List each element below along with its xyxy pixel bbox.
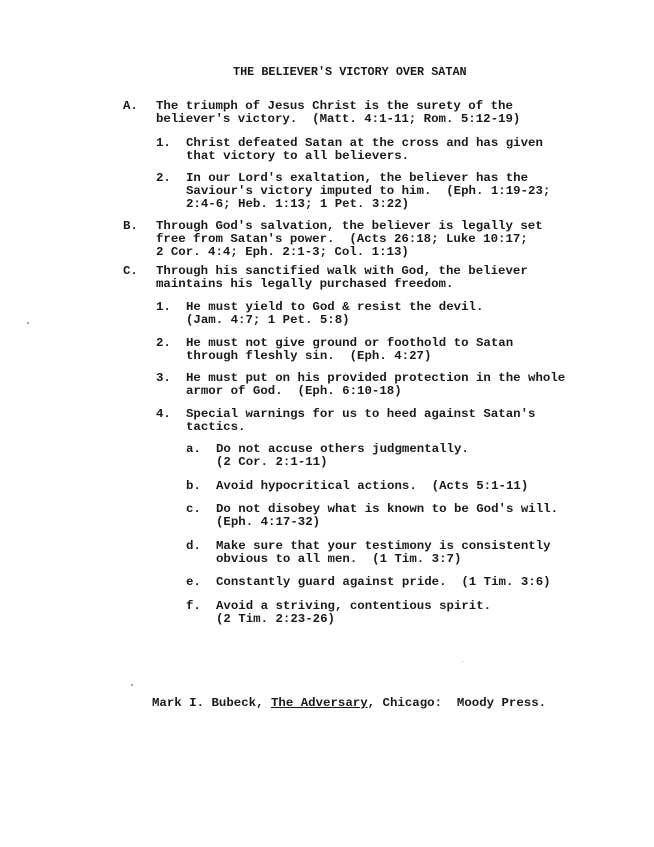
subitem-d-marker: d.	[186, 539, 201, 553]
citation-publisher: , Chicago: Moody Press.	[367, 696, 547, 710]
section-c-item-3-text: He must put on his provided protection in the whole armor of God. (Eph. 6:10-18)	[186, 371, 566, 398]
section-a-marker: A.	[123, 99, 138, 113]
subitem-f-text: Avoid a striving, contentious spirit. (2 Tim. 2:23-26)	[216, 599, 492, 626]
citation-author: Mark I. Bubeck,	[152, 696, 271, 710]
subitem-e-text: Constantly guard against pride. (1 Tim. 3:6)	[216, 575, 551, 589]
citation	[152, 697, 546, 710]
subitem-b-marker: b.	[186, 479, 201, 493]
section-a-item-1-text: Christ defeated Satan at the cross and has given that victory to all believers.	[186, 136, 543, 163]
subitem-c-text: Do not disobey what is known to be God's will. (Eph. 4:17-32)	[216, 502, 559, 529]
subitem-b-text: Avoid hypocritical actions. (Acts 5:1-11)	[216, 479, 529, 493]
section-c-item-4-text: Special warnings for us to heed against Satan's tactics.	[186, 407, 536, 434]
section-a-item-2-marker: 2.	[156, 171, 171, 185]
section-c-marker: C.	[123, 264, 138, 278]
section-c-item-2-text: He must not give ground or foothold to Satan through fleshly sin. (Eph. 4:27)	[186, 336, 514, 363]
subitem-e-marker: e.	[186, 575, 201, 589]
subitem-a-text: Do not accuse others judgmentally. (2 Cor. 2:1-11)	[216, 442, 469, 469]
section-c-item-1-text: He must yield to God & resist the devil. (Jam. 4:7; 1 Pet. 5:8)	[186, 300, 484, 327]
section-c-item-4-marker: 4.	[156, 407, 171, 421]
document-title: THE BELIEVER'S VICTORY OVER SATAN	[233, 65, 467, 79]
citation-book-title: The Adversary	[270, 696, 368, 710]
subitem-a-marker: a.	[186, 442, 201, 456]
section-a-item-1-marker: 1.	[156, 136, 171, 150]
section-c-item-1-marker: 1.	[156, 300, 171, 314]
scan-speck	[462, 661, 463, 662]
scan-speck	[131, 684, 133, 686]
section-c-text: Through his sanctified walk with God, the believer maintains his legally purchased freedom.	[156, 264, 528, 291]
section-b-text: Through God's salvation, the believer is legally set free from Satan's power. (Acts 26:18; Luke 10:17; 2 Cor. 4:4; Eph. 2:1-3; Col. 1:13)	[156, 219, 543, 259]
section-a-text: The triumph of Jesus Christ is the surety of the believer's victory. (Matt. 4:1-11; Rom. 5:12-19)	[156, 99, 521, 126]
section-c-item-2-marker: 2.	[156, 336, 171, 350]
subitem-d-text: Make sure that your testimony is consistently obvious to all men. (1 Tim. 3:7)	[216, 539, 551, 566]
subitem-f-marker: f.	[186, 599, 201, 613]
section-b-marker: B.	[123, 219, 138, 233]
scan-speck	[27, 322, 29, 324]
subitem-c-marker: c.	[186, 502, 201, 516]
section-c-item-3-marker: 3.	[156, 371, 171, 385]
section-a-item-2-text: In our Lord's exaltation, the believer has the Saviour's victory imputed to him. (Eph. 1:19-23; 2:4-6; Heb. 1:13; 1 Pet. 3:22)	[186, 171, 551, 211]
